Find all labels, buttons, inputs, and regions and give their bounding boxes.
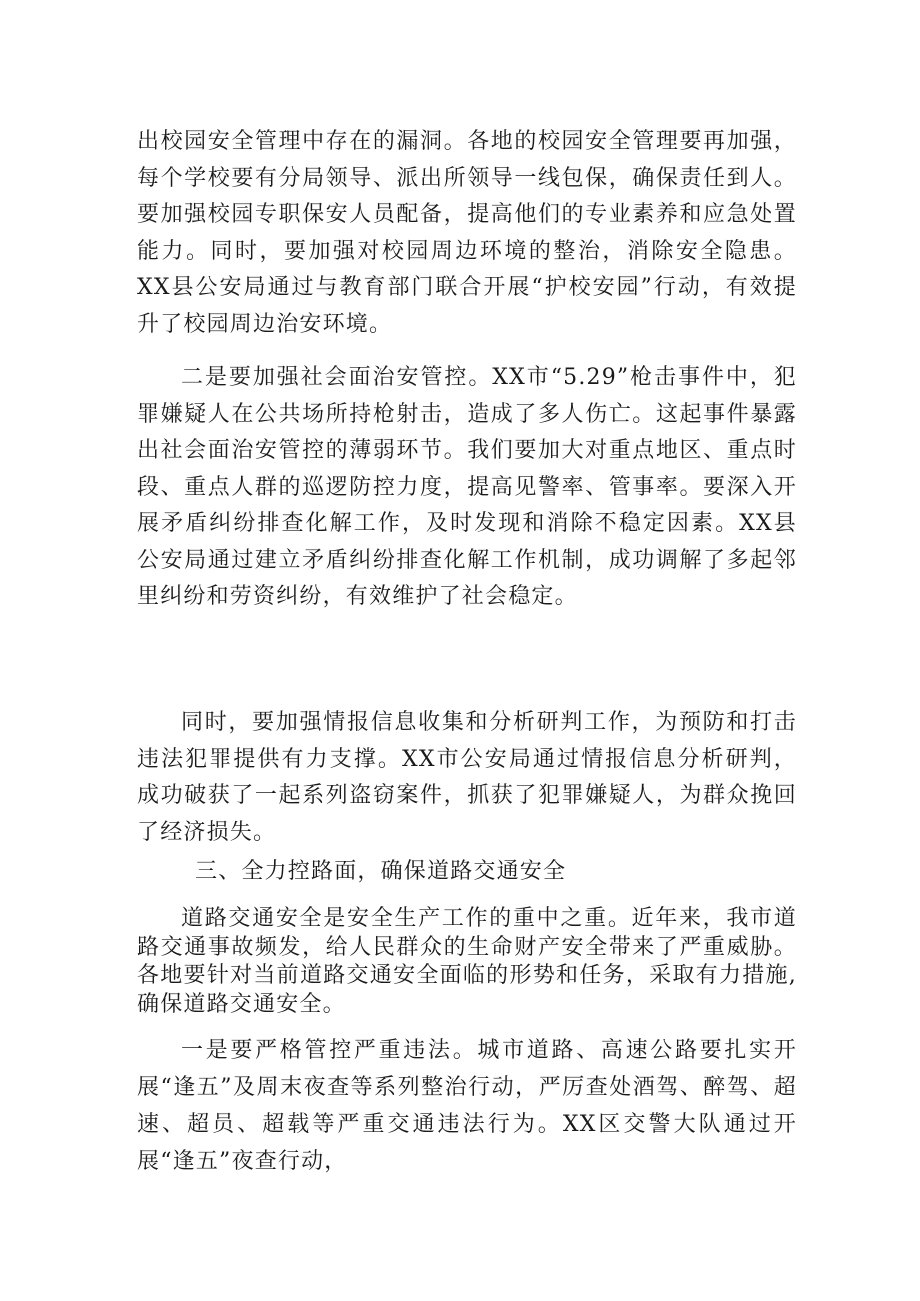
section-heading-road-traffic-safety: 三、全力控路面，确保道路交通安全	[195, 859, 567, 884]
paragraph-campus-safety: 出校园安全管理中存在的漏洞。各地的校园安全管理要再加强，每个学校要有分局领导、派出所领导一线包保，确保责任到人。要加强校园专职保安人员配备，提高他们的专业素养和应急处置能力。同时，要加强对校园周边环境的整治，消除安全隐患。XX县公安局通过与教育部门联合开展“护校安园”行动，有效提升了校园周边治安环境。	[137, 129, 797, 337]
paragraph-serious-violations-control: 一是要严格管控严重违法。城市道路、高速公路要扎实开展“逢五”及周末夜查等系列整治行动，严厉查处酒驾、醉驾、超速、超员、超载等严重交通违法行为。XX区交警大队通过开展“逢五”夜查行动，	[137, 1038, 797, 1174]
paragraph-public-security-control: 二是要加强社会面治安管控。XX市“5.29”枪击事件中，犯罪嫌疑人在公共场所持枪射击，造成了多人伤亡。这起事件暴露出社会面治安管控的薄弱环节。我们要加大对重点地区、重点时段、重点人群的巡逻防控力度，提高见警率、管事率。要深入开展矛盾纠纷排查化解工作，及时发现和消除不稳定因素。XX县公安局通过建立矛盾纠纷排查化解工作机制，成功调解了多起邻里纠纷和劳资纠纷，有效维护了社会稳定。	[137, 365, 797, 609]
paragraph-road-traffic-overview: 道路交通安全是安全生产工作的重中之重。近年来，我市道路交通事故频发，给人民群众的生命财产安全带来了严重威胁。各地要针对当前道路交通安全面临的形势和任务，采取有力措施,确保道路交通安全。	[137, 906, 797, 1017]
paragraph-intelligence-analysis: 同时，要加强情报信息收集和分析研判工作，为预防和打击违法犯罪提供有力支撑。XX市公安局通过情报信息分析研判，成功破获了一起系列盗窃案件，抓获了犯罪嫌疑人，为群众挽回了经济损失。	[137, 710, 797, 845]
